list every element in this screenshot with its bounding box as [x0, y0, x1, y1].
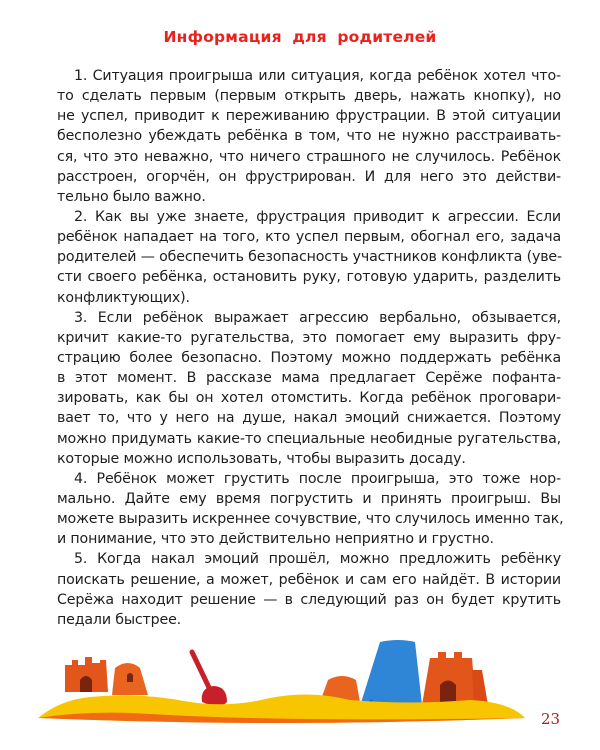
page-number: 23	[541, 710, 561, 728]
text-line: 3. Если ребёнок выражает агрессию вербально, обзывается,	[74, 309, 561, 326]
text-line: ребёнок нападает на того, кто успел первым, обогнал его, задача	[57, 229, 561, 246]
text-line: расстроен, огорчён, он фрустрирован. И для него это действи-	[57, 168, 561, 185]
text-line: не успел, приводит к переживанию фрустрации. В этой ситуации	[57, 108, 561, 125]
text-line: можно придумать какие-то специальные необидные ругательства,	[57, 430, 561, 447]
sandbox-illustration	[30, 630, 530, 730]
text-line: 4. Ребёнок может грустить после проигрыша, это тоже нор-	[74, 470, 561, 487]
text-line: можете выразить искреннее сочувствие, что случилось именно так,	[57, 511, 564, 528]
body-text	[57, 66, 564, 630]
text-line: и понимание, что это действительно неприятно и грустно.	[57, 531, 494, 548]
text-line: 5. Когда накал эмоций прошёл, можно предложить ребёнку	[74, 551, 561, 568]
text-line: 2. Как вы уже знаете, фрустрация приводит к агрессии. Если	[74, 208, 561, 225]
text-line: вает то, что у него на душе, накал эмоций снижается. Поэтому	[57, 410, 561, 427]
page-title: Информация для родителей	[163, 28, 437, 46]
text-line: 1. Ситуация проигрыша или ситуация, когда ребёнок хотел что-	[74, 68, 561, 84]
text-line: страцию более безопасно. Поэтому можно поддержать ребёнка	[57, 349, 561, 366]
text-line: конфликтующих).	[57, 289, 190, 306]
text-line: Серёжа находит решение — в следующий раз он будет крутить	[57, 591, 561, 608]
text-line: бесполезно убеждать ребёнка в том, что не нужно расстраивать-	[57, 128, 561, 145]
text-line: сти своего ребёнка, остановить руку, готовую ударить, разделить	[57, 269, 561, 286]
text-line: зировать, как бы он хотел отомстить. Когда ребёнок проговари-	[57, 390, 561, 407]
text-line: то сделать первым (первым открыть дверь, нажать кнопку), но	[57, 88, 561, 105]
sand-castle-left-icon	[65, 657, 148, 695]
sand-castle-right-icon	[422, 652, 488, 705]
text-line: которые можно использовать, чтобы выразить досаду.	[57, 450, 466, 467]
text-line: в этот момент. В рассказе мама предлагает Серёже пофанта-	[57, 370, 561, 387]
text-line: родителей — обеспечить безопасность участников конфликта (уве-	[57, 249, 562, 266]
text-line: ся, что это неважно, что ничего страшного не случилось. Ребёнок	[57, 148, 561, 165]
text-line: педали быстрее.	[57, 611, 182, 628]
text-line: кричит какие-то ругательства, это помогает ему выразить фру-	[57, 329, 561, 346]
text-line: тельно было важно.	[57, 188, 206, 205]
text-line: мально. Дайте ему время погрустить и принять проигрыш. Вы	[57, 490, 561, 507]
shovel-icon	[192, 652, 227, 706]
text-line: поискать решение, а может, ребёнок и сам его найдёт. В истории	[57, 571, 561, 588]
